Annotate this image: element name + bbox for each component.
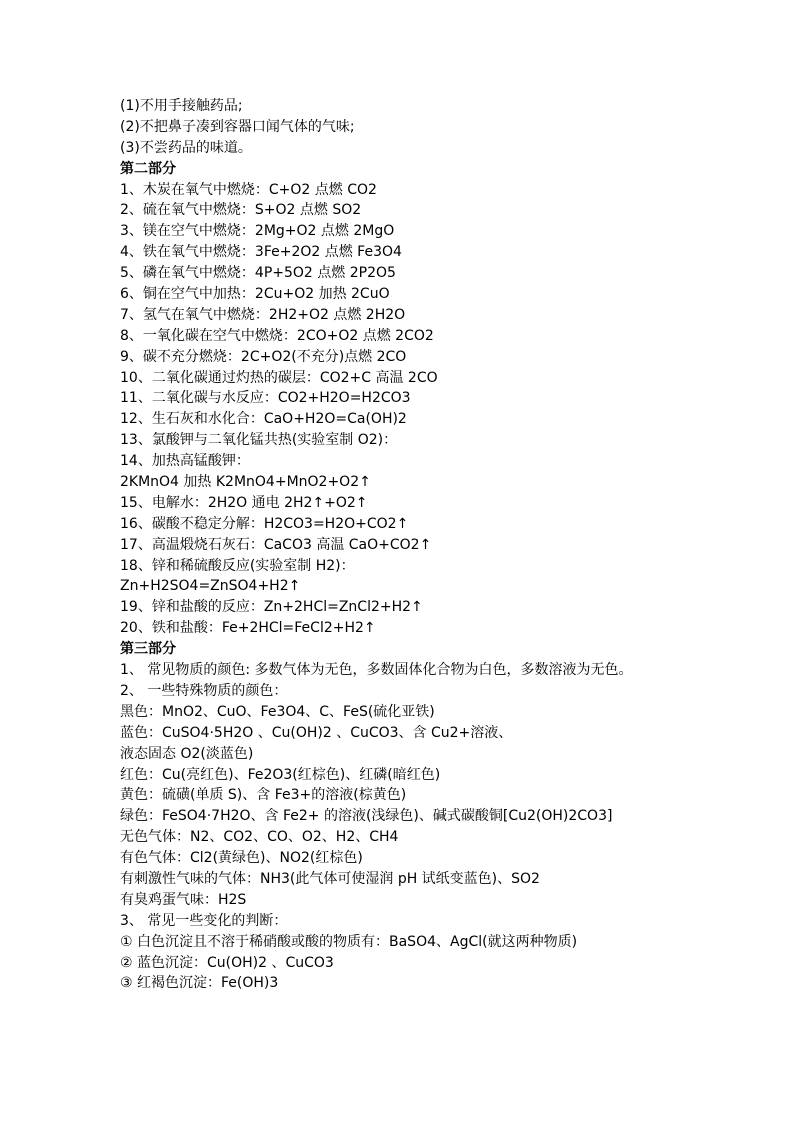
text-line: 8、一氧化碳在空气中燃烧：2CO+O2 点燃 2CO2 xyxy=(120,327,434,344)
text-line: ① 白色沉淀且不溶于稀硝酸或酸的物质有：BaSO4、AgCl(就这两种物质) xyxy=(120,933,578,950)
text-line: 2、 一些特殊物质的颜色： xyxy=(120,682,288,699)
text-line: 1、 常见物质的颜色: 多数气体为无色，多数固体化合物为白色，多数溶液为无色。 xyxy=(120,662,633,679)
text-line: 15、电解水：2H2O 通电 2H2↑+O2↑ xyxy=(120,494,368,511)
text-line: 有刺激性气味的气体：NH3(此气体可使湿润 pH 试纸变蓝色)、SO2 xyxy=(120,870,540,887)
text-line: 黑色：MnO2、CuO、Fe3O4、C、FeS(硫化亚铁) xyxy=(120,703,435,720)
text-line: 无色气体：N2、CO2、CO、O2、H2、CH4 xyxy=(120,829,399,846)
text-line: 2KMnO4 加热 K2MnO4+MnO2+O2↑ xyxy=(120,474,371,491)
text-line: 13、氯酸钾与二氧化锰共热(实验室制 O2)： xyxy=(120,432,398,449)
text-line: (3)不尝药品的味道。 xyxy=(120,139,252,156)
text-line: 6、铜在空气中加热：2Cu+O2 加热 2CuO xyxy=(120,286,390,303)
text-line: 18、锌和稀硫酸反应(实验室制 H2)： xyxy=(120,557,355,574)
text-line: 20、铁和盐酸：Fe+2HCl=FeCl2+H2↑ xyxy=(120,620,376,637)
text-line: (2)不把鼻子凑到容器口闻气体的气味; xyxy=(120,118,355,135)
text-line: 有臭鸡蛋气味：H2S xyxy=(120,891,247,908)
section-heading: 第二部分 xyxy=(120,160,176,177)
text-line: 蓝色：CuSO4·5H2O 、Cu(OH)2 、CuCO3、含 Cu2+溶液、 xyxy=(120,724,513,741)
text-line: 3、 常见一些变化的判断： xyxy=(120,912,288,929)
section-heading: 第三部分 xyxy=(120,641,176,658)
text-line: 14、加热高锰酸钾： xyxy=(120,453,250,470)
document-body xyxy=(120,96,690,994)
text-line: 5、磷在氧气中燃烧：4P+5O2 点燃 2P2O5 xyxy=(120,265,396,282)
text-line: 1、木炭在氧气中燃烧：C+O2 点燃 CO2 xyxy=(120,181,377,198)
text-line: ② 蓝色沉淀：Cu(OH)2 、CuCO3 xyxy=(120,954,334,971)
text-line: 2、硫在氧气中燃烧：S+O2 点燃 SO2 xyxy=(120,202,362,219)
text-line: 液态固态 O2(淡蓝色) xyxy=(120,745,254,762)
text-line: 10、二氧化碳通过灼热的碳层：CO2+C 高温 2CO xyxy=(120,369,438,386)
text-line: 黄色：硫磺(单质 S)、含 Fe3+的溶液(棕黄色) xyxy=(120,787,407,804)
text-line: 7、氢气在氧气中燃烧：2H2+O2 点燃 2H2O xyxy=(120,306,406,323)
text-line: 3、镁在空气中燃烧：2Mg+O2 点燃 2MgO xyxy=(120,223,395,240)
text-line: 16、碳酸不稳定分解：H2CO3=H2O+CO2↑ xyxy=(120,515,409,532)
text-line: ③ 红褐色沉淀：Fe(OH)3 xyxy=(120,975,279,992)
text-line: 红色：Cu(亮红色)、Fe2O3(红棕色)、红磷(暗红色) xyxy=(120,766,441,783)
text-line: 17、高温煅烧石灰石：CaCO3 高温 CaO+CO2↑ xyxy=(120,536,432,553)
text-line: 12、生石灰和水化合：CaO+H2O=Ca(OH)2 xyxy=(120,411,407,428)
text-line: 11、二氧化碳与水反应：CO2+H2O=H2CO3 xyxy=(120,390,411,407)
text-line: (1)不用手接触药品; xyxy=(120,98,243,114)
text-line: 有色气体：Cl2(黄绿色)、NO2(红棕色) xyxy=(120,850,363,867)
text-line: 19、锌和盐酸的反应：Zn+2HCl=ZnCl2+H2↑ xyxy=(120,599,423,616)
text-line: 4、铁在氧气中燃烧：3Fe+2O2 点燃 Fe3O4 xyxy=(120,244,402,261)
text-line: 绿色：FeSO4·7H2O、含 Fe2+ 的溶液(浅绿色)、碱式碳酸铜[Cu2(OH)2CO3] xyxy=(120,808,613,825)
text-line: Zn+H2SO4=ZnSO4+H2↑ xyxy=(120,578,301,595)
text-line: 9、碳不充分燃烧：2C+O2(不充分)点燃 2CO xyxy=(120,348,407,365)
